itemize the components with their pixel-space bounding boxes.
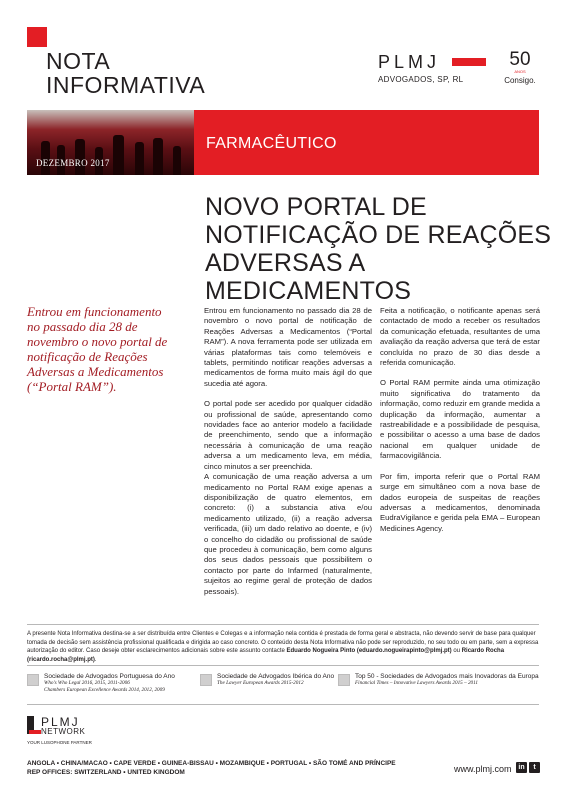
plmj-logo-red-bar [452, 58, 486, 66]
offices-main: ANGOLA • CHINA/MACAO • CAPE VERDE • GUINEA-BISSAU • MOZAMBIQUE • PORTUGAL • SÃO TOMÉ AND PRÍNCIPE [27, 760, 396, 767]
body-column-1 [204, 306, 372, 607]
paragraph: A comunicação de uma reação adversa a um medicamento no Portal RAM exige apenas a disponibilização de quatro elementos, em concreto: (i) a substancia ativa e/ou medicamento utilizado, (ii) a reação adversa verificada, (iii) um dado relativo ao doente, e (iv) o concelho do cidadão ou profissional de saúde que procedeu à comunicação, bem como alguns dos seus dados pessoais que possibilitem o contacto por parte do Infarmed (naturalmente, sujeitos ao regime geral de proteção de dados pessoais). [204, 472, 372, 596]
title-line-1: NOTA [46, 48, 111, 74]
plmj-logo-wordmark: PLMJ [378, 52, 441, 72]
paragraph: O Portal RAM permite ainda uma otimização muito significativa do tratamento da informação, como reduzir em grande medida a duplicação da informação, aumentar a rastreabilidade e a possibilidade de pesquisa, e possibilitar o acesso a uma base de dados nacional em qualquer unidade de farmacovigilância. [380, 378, 540, 461]
contact-eduardo-link[interactable]: Eduardo Nogueira Pinto (eduardo.nogueirapinto@plmj.pt) [286, 648, 452, 654]
contact-ricardo-link[interactable]: Ricardo Rocha (ricardo.rocha@plmj.pt) [27, 648, 505, 663]
award-item [200, 673, 340, 699]
network-tagline: YOUR LUSOPHONE PARTNER [27, 740, 92, 745]
anniversary-anos: ANOS [514, 69, 526, 74]
award-badge-icon [27, 674, 39, 686]
article-lede: Entrou em funcionamento no passado dia 28 de novembro o novo portal de notificação de Reações Adversas a Medicamentos (“Portal RAM”). [27, 304, 168, 394]
twitter-icon[interactable]: t [529, 762, 540, 773]
award-source: Who’s Who Legal 2016, 2015, 2011-2006 [44, 680, 130, 686]
divider [27, 665, 539, 666]
website-link[interactable]: www.plmj.com [454, 764, 512, 774]
brand-red-square [27, 27, 47, 47]
headline-line-2: NOTIFICAÇÃO DE REAÇÕES [205, 221, 552, 249]
anniversary-number: 50 [509, 49, 531, 70]
disclaimer-end: . [94, 656, 97, 663]
plmj-logo [378, 53, 463, 84]
offices-rep: REP OFFICES: SWITZERLAND • UNITED KINGDOM [27, 769, 185, 776]
divider [27, 624, 539, 625]
anniversary-logo [499, 50, 541, 85]
award-title: Sociedade de Advogados Ibérica do Ano [217, 673, 335, 680]
divider [27, 704, 539, 705]
award-item [27, 673, 197, 699]
network-logo-red-bar [29, 730, 41, 734]
award-source: The Lawyer European Awards 2015-2012 [217, 680, 304, 686]
plmj-logo-subtitle: ADVOGADOS, SP, RL [378, 75, 464, 84]
article-headline [205, 193, 566, 305]
headline-line-3: ADVERSAS A MEDICAMENTOS [205, 249, 412, 305]
office-list [27, 759, 396, 777]
network-logo-network: NETWORK [41, 727, 86, 736]
disclaimer-or: ou [453, 648, 461, 654]
publication-title [46, 50, 205, 97]
network-logo-wordmark: PLMJ [41, 715, 80, 729]
body-column-2 [380, 306, 540, 544]
issue-date: DEZEMBRO 2017 [36, 158, 110, 168]
paragraph: Feita a notificação, o notificante apenas será contactado de modo a receber os resultados da comunicação efetuada, resultantes de uma avaliação da reação adversa que terá de estar concluída no prazo de 30 dias desde a referida comunicação. [380, 306, 540, 368]
linkedin-icon[interactable]: in [516, 762, 527, 773]
disclaimer [27, 630, 539, 664]
award-source: Chambers European Excellence Awards 2014, 2012, 2009 [44, 687, 165, 693]
award-source: Financial Times – Innovative Lawyers Awards 2015 – 2011 [355, 680, 478, 686]
paragraph: Por fim, importa referir que o Portal RAM surge em simultâneo com a nova base de dados europeia de suspeitas de reações adversas a medicamentos, denominada EudraVigilance e gerida pela EMA – European Medicines Agency. [380, 471, 540, 533]
award-badge-icon [338, 674, 350, 686]
award-title: Top 50 - Sociedades de Advogados mais Inovadoras da Europa [355, 673, 539, 680]
anniversary-tagline: Consigo. [504, 76, 536, 85]
award-badge-icon [200, 674, 212, 686]
disclaimer-text: A presente Nota Informativa destina-se a ser distribuída entre Clientes e Colegas e a informação nela contida é prestada de forma geral e abstracta, não devendo servir de base para qualquer tomada de decisão sem assistência profissional qualificada e dirigida ao caso concreto. O conteúdo desta Nota Informativa não pode ser reproduzido, no seu todo ou em parte, sem a expressa autorização do editor. Caso deseje obter esclarecimentos adicionais sobre este assunto contacte [27, 631, 539, 654]
paragraph: O portal pode ser acedido por qualquer cidadão ou profissional de saúde, apresentando como novidades face ao anterior modelo a facilidade de preenchimento, sendo que a informação necessária à comunicação de uma reação adversa a um medicamento leva, em média, cinco minutos a ser preenchida. [204, 399, 372, 471]
paragraph: Entrou em funcionamento no passado dia 28 de novembro o novo portal de notificação de Reações Adversas a Medicamentos (“Portal RAM”). A nova ferramenta pode ser utilizada em várias plataformas tais como telemóveis e tablets, permitindo notificar reações adversas a medicamentos de forma muito mais ágil do que sucedia até agora. [204, 306, 372, 388]
headline-line-1: NOVO PORTAL DE [205, 193, 427, 221]
practice-area-label: FARMACÊUTICO [206, 135, 337, 152]
award-title: Sociedade de Advogados Portuguesa do Ano [44, 673, 175, 680]
title-line-2: INFORMATIVA [46, 72, 206, 98]
award-item [338, 673, 539, 699]
